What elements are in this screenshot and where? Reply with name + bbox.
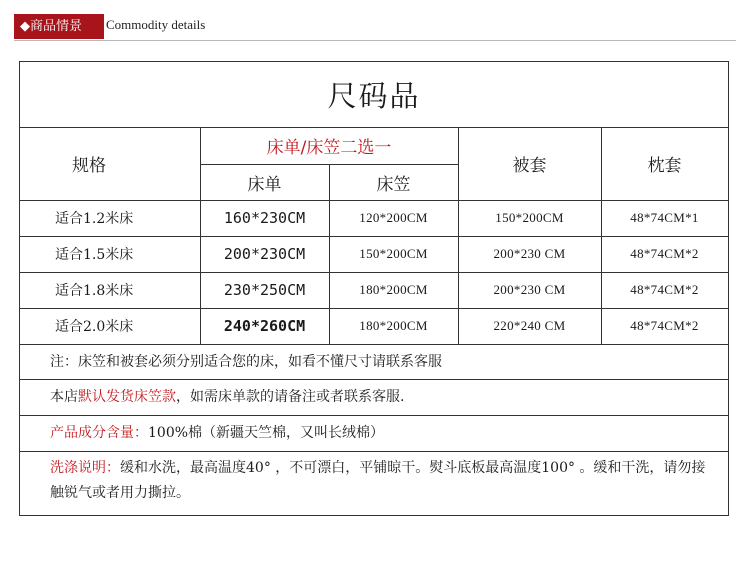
row-fitted-size: 150*200CM <box>359 246 428 261</box>
note-store-prefix: 本店 <box>50 389 78 405</box>
row-spec: 适合2.0米床 <box>55 319 134 335</box>
table-title: 尺码品 <box>327 79 421 113</box>
material-label: 产品成分含量： <box>50 425 148 441</box>
note-material <box>20 415 728 451</box>
material-value: 100%棉（新疆天竺棉，又叫长绒棉） <box>148 425 385 441</box>
wash-label: 洗涤说明： <box>50 460 120 476</box>
header-fitted: 床笠 <box>376 174 411 195</box>
row-sheet-size: 240*260CM <box>223 317 306 335</box>
row-duvet-size: 150*200CM <box>495 210 564 225</box>
row-fitted-size: 180*200CM <box>359 318 428 333</box>
row-fitted-size: 180*200CM <box>359 282 428 297</box>
wash-text: 缓和水洗，最高温度40° ，不可漂白，平铺晾干。熨斗底板最高温度100° 。缓和干洗，请勿接触锐气或者用力撕拉。 <box>50 460 706 501</box>
row-spec: 适合1.8米床 <box>55 283 134 299</box>
row-pillow-size: 48*74CM*1 <box>630 210 699 225</box>
row-fitted-size: 120*200CM <box>359 210 428 225</box>
header-sheet-group: 床单/床笠二选一 <box>266 138 392 158</box>
size-table <box>19 61 729 516</box>
note-fit: 注：床笠和被套必须分别适合您的床，如看不懂尺寸请联系客服 <box>50 353 442 370</box>
note-store-highlight: 默认发货床笠款 <box>78 389 176 405</box>
section-subtitle: Commodity details <box>106 17 206 32</box>
row-duvet-size: 220*240 CM <box>493 318 566 333</box>
row-sheet-size: 160*230CM <box>223 209 306 227</box>
row-pillow-size: 48*74CM*2 <box>630 246 699 261</box>
row-duvet-size: 200*230 CM <box>493 246 566 261</box>
header-sheet: 床单 <box>247 174 282 195</box>
note-default-shipping <box>20 379 728 415</box>
row-spec: 适合1.2米床 <box>55 211 134 227</box>
header-divider <box>14 40 736 41</box>
row-spec: 适合1.5米床 <box>55 247 134 263</box>
row-duvet-size: 200*230 CM <box>493 282 566 297</box>
section-header <box>0 0 750 42</box>
header-pillow: 枕套 <box>647 156 682 176</box>
note-store-suffix: ，如需床单款的请备注或者联系客服. <box>176 389 405 405</box>
note-wash <box>20 451 728 515</box>
row-sheet-size: 230*250CM <box>223 281 306 299</box>
row-pillow-size: 48*74CM*2 <box>630 318 699 333</box>
header-spec: 规格 <box>72 156 106 176</box>
row-sheet-size: 200*230CM <box>223 245 306 263</box>
row-pillow-size: 48*74CM*2 <box>630 282 699 297</box>
header-duvet: 被套 <box>512 156 547 176</box>
section-tag: ◆商品情景 <box>14 14 104 39</box>
